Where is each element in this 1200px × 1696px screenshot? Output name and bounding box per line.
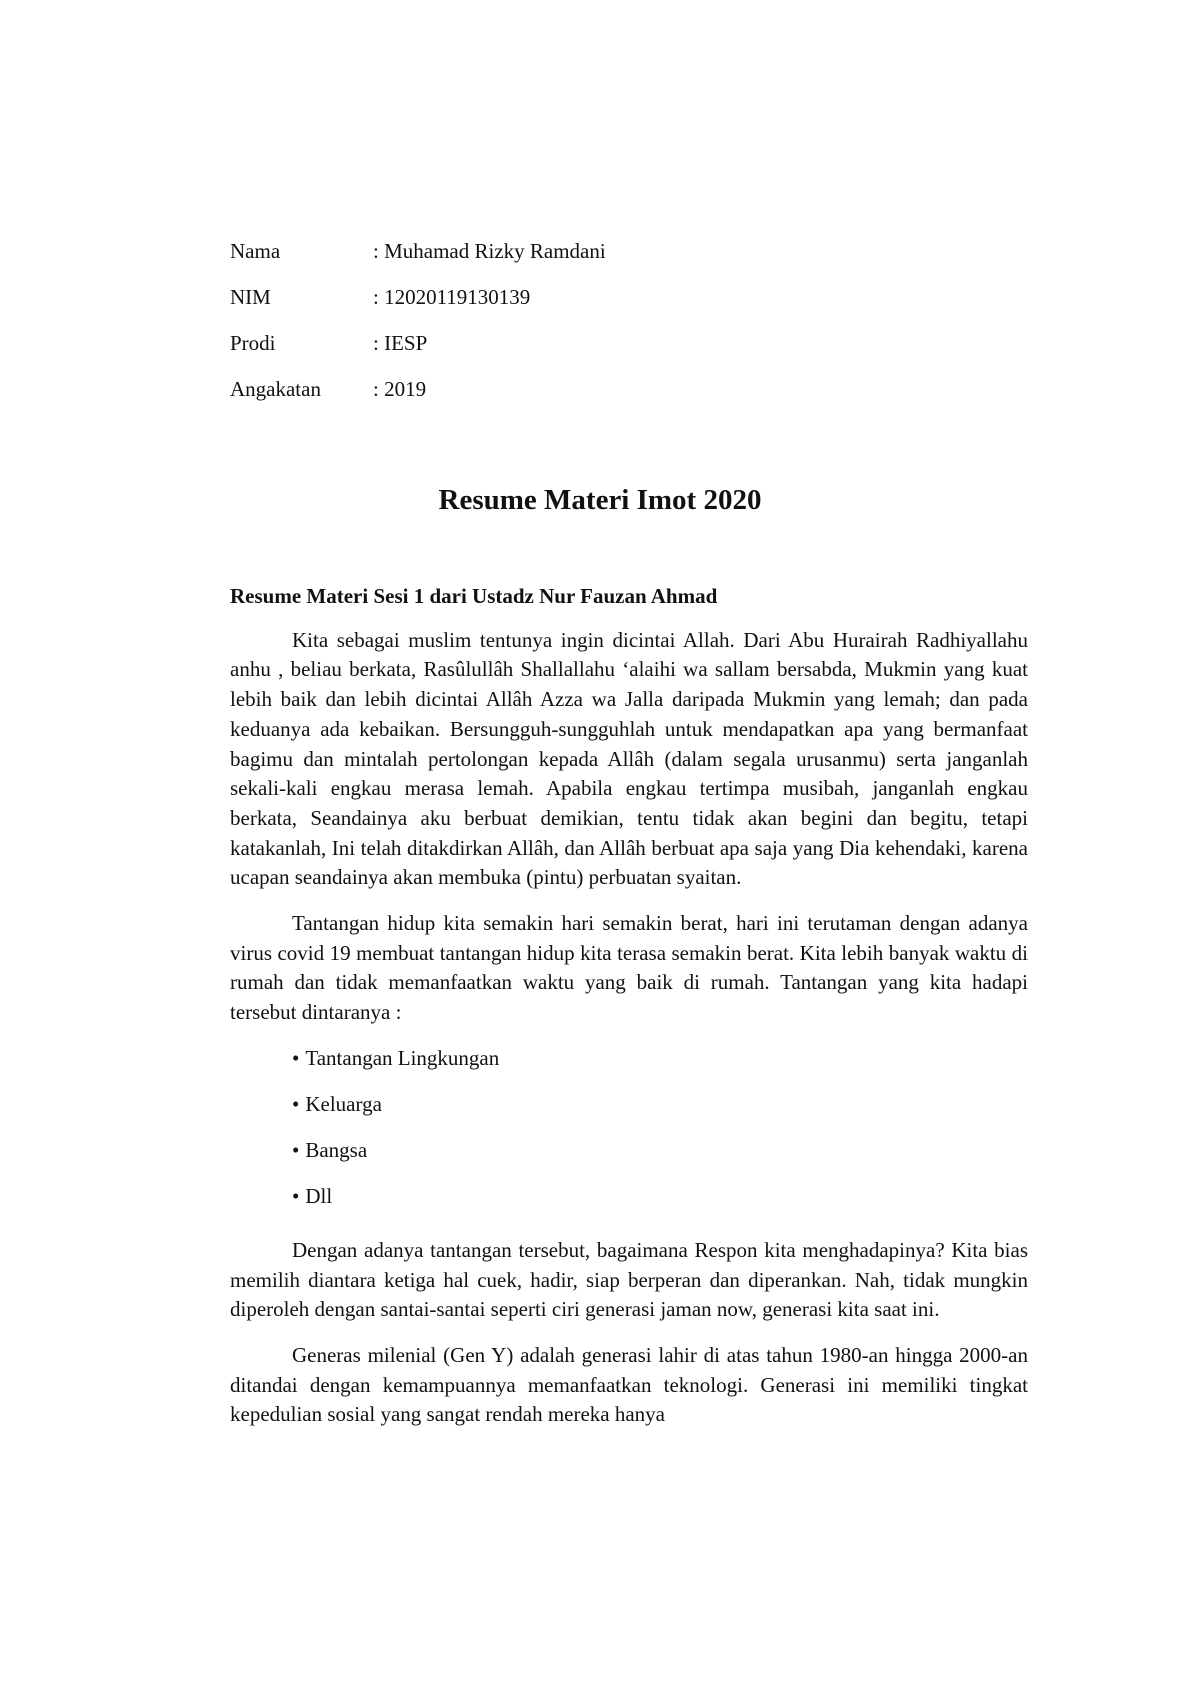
info-value: : Muhamad Rizky Ramdani — [373, 238, 606, 263]
bullet-icon: • — [292, 1045, 300, 1070]
student-info — [230, 228, 606, 412]
bullet-icon: • — [292, 1137, 300, 1162]
info-row-angkatan — [230, 366, 606, 412]
info-label: Nama — [230, 238, 281, 263]
info-row-prodi — [230, 320, 606, 366]
info-row-nim — [230, 274, 606, 320]
list-item — [292, 1182, 1028, 1228]
list-item-text: Bangsa — [305, 1137, 368, 1162]
paragraph: Dengan adanya tantangan tersebut, bagaimana Respon kita menghadapinya? Kita bias memilih diantara ketiga hal cuek, hadir, siap berperan dan diperankan. Nah, tidak mungkin diperoleh dengan santai-santai seperti ciri generasi jaman now, generasi kita saat ini. — [230, 1237, 1028, 1322]
paragraph: Generas milenial (Gen Y) adalah generasi lahir di atas tahun 1980-an hingga 2000-an ditandai dengan kemampuannya memanfaatkan teknologi. Generasi ini memiliki tingkat kepedulian sosial yang sangat rendah mereka hanya — [230, 1342, 1028, 1427]
info-label: Angakatan — [230, 376, 321, 401]
list-item — [292, 1090, 1028, 1136]
list-item-text: Keluarga — [305, 1091, 382, 1116]
list-item-text: Tantangan Lingkungan — [305, 1045, 500, 1070]
document-body — [230, 582, 1028, 1446]
section-heading: Resume Materi Sesi 1 dari Ustadz Nur Fauzan Ahmad — [230, 584, 718, 608]
info-value: : IESP — [373, 330, 428, 355]
paragraph: Kita sebagai muslim tentunya ingin dicintai Allah. Dari Abu Hurairah Radhiyallahu anhu , beliau berkata, Rasûlullâh Shallallahu ‘alaihi wa sallam bersabda, Mukmin yang kuat lebih baik dan lebih dicintai Allâh Azza wa Jalla daripada Mukmin yang lemah; dan pada keduanya ada kebaikan. Bersungguh-sungguhlah untuk mendapatkan apa yang bermanfaat bagimu dan mintalah pertolongan kepada Allâh (dalam segala urusanmu) serta janganlah sekali-kali engkau merasa lemah. Apabila engkau tertimpa musibah, janganlah engkau berkata, Seandainya aku berbuat demikian, tentu tidak akan begini dan begitu, tetapi katakanlah, Ini telah ditakdirkan Allâh, dan Allâh berbuat apa saja yang Dia kehendaki, karena ucapan seandainya akan membuka (pintu) perbuatan syaitan. — [230, 627, 1028, 890]
info-value: : 2019 — [373, 376, 427, 401]
list-item — [292, 1136, 1028, 1182]
info-row-nama — [230, 228, 606, 274]
info-value: : 12020119130139 — [373, 284, 531, 309]
document-title: Resume Materi Imot 2020 — [438, 484, 762, 516]
list-item — [292, 1044, 1028, 1090]
info-label: Prodi — [230, 330, 276, 355]
bullet-icon: • — [292, 1183, 300, 1208]
challenge-list — [230, 1044, 1028, 1228]
list-item-text: Dll — [305, 1183, 333, 1208]
paragraph: Tantangan hidup kita semakin hari semakin berat, hari ini terutaman dengan adanya virus covid 19 membuat tantangan hidup kita terasa semakin berat. Kita lebih banyak waktu di rumah dan tidak memanfaatkan waktu yang baik di rumah. Tantangan yang kita hadapi tersebut dintaranya : — [230, 911, 1028, 1025]
bullet-icon: • — [292, 1091, 300, 1116]
info-label: NIM — [230, 284, 271, 309]
